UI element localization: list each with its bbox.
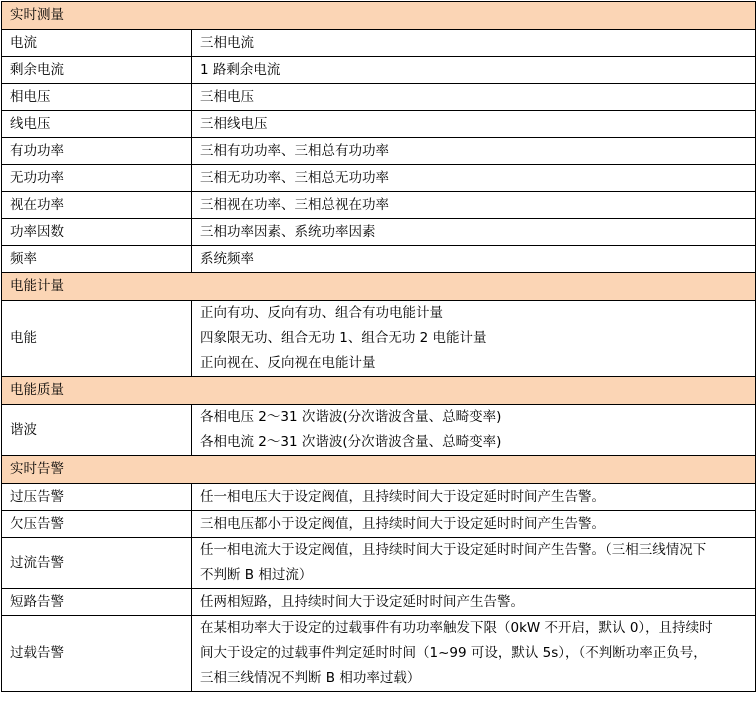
section-header-row	[2, 456, 756, 484]
parameter-description-cell	[192, 111, 756, 138]
section-header-row	[2, 377, 756, 405]
table-row	[2, 138, 756, 165]
section-header-row	[2, 2, 756, 30]
parameter-description-cell	[192, 57, 756, 84]
table-row	[2, 111, 756, 138]
parameter-name-cell: 过流告警	[2, 538, 192, 589]
description-line: 三相视在功率、三相总视在功率	[200, 196, 389, 213]
parameter-description-cell	[192, 165, 756, 192]
description-line: 任一相电压大于设定阀值，且持续时间大于设定延时时间产生告警。	[200, 488, 605, 505]
parameter-name-cell: 视在功率	[2, 192, 192, 219]
parameter-name-cell: 电能	[2, 301, 192, 377]
parameter-description-cell	[192, 138, 756, 165]
table-row	[2, 405, 756, 456]
parameter-name-cell: 过压告警	[2, 484, 192, 511]
spec-table	[1, 1, 756, 692]
parameter-name-cell: 相电压	[2, 84, 192, 111]
table-row	[2, 246, 756, 273]
parameter-description-cell	[192, 219, 756, 246]
section-title: 实时告警	[2, 456, 756, 484]
description-line: 系统频率	[200, 250, 254, 267]
parameter-description-cell	[192, 30, 756, 57]
parameter-name-cell: 谐波	[2, 405, 192, 456]
description-line: 三相三线情况不判断 B 相功率过载）	[200, 670, 421, 686]
description-line: 三相无功功率、三相总无功功率	[200, 169, 389, 186]
parameter-description-cell	[192, 538, 756, 589]
description-line: 1 路剩余电流	[200, 61, 281, 78]
parameter-name-cell: 线电压	[2, 111, 192, 138]
description-line: 不判断 B 相过流）	[200, 567, 313, 583]
description-line: 正向视在、反向视在电能计量	[200, 355, 376, 371]
section-header-row	[2, 273, 756, 301]
description-line: 三相功率因素、系统功率因素	[200, 223, 376, 240]
description-line: 四象限无功、组合无功 1、组合无功 2 电能计量	[200, 330, 487, 346]
parameter-name-cell: 无功功率	[2, 165, 192, 192]
table-row	[2, 484, 756, 511]
parameter-description-cell	[192, 301, 756, 377]
parameter-description-cell	[192, 405, 756, 456]
table-row	[2, 616, 756, 692]
parameter-description-cell	[192, 192, 756, 219]
parameter-description-cell	[192, 589, 756, 616]
parameter-name-cell: 有功功率	[2, 138, 192, 165]
parameter-description-cell	[192, 484, 756, 511]
section-title: 电能质量	[2, 377, 756, 405]
parameter-description-cell	[192, 246, 756, 273]
description-line: 三相电压	[200, 88, 254, 105]
table-row	[2, 301, 756, 377]
description-line: 各相电流 2～31 次谐波(分次谐波含量、总畸变率)	[200, 434, 502, 450]
description-line: 三相有功功率、三相总有功功率	[200, 142, 389, 159]
parameter-description-cell	[192, 616, 756, 692]
table-row	[2, 589, 756, 616]
section-title: 实时测量	[2, 2, 756, 30]
parameter-name-cell: 欠压告警	[2, 511, 192, 538]
table-row	[2, 511, 756, 538]
section-title: 电能计量	[2, 273, 756, 301]
table-row	[2, 192, 756, 219]
parameter-name-cell: 剩余电流	[2, 57, 192, 84]
table-row	[2, 84, 756, 111]
description-line: 三相电压都小于设定阀值，且持续时间大于设定延时时间产生告警。	[200, 515, 605, 532]
spec-table-body	[2, 2, 756, 692]
description-line: 间大于设定的过载事件判定延时时间（1~99 可设，默认 5s），（不判断功率正负号，	[200, 645, 707, 661]
table-row	[2, 219, 756, 246]
description-line: 任一相电流大于设定阀值，且持续时间大于设定延时时间产生告警。（三相三线情况下	[200, 542, 707, 558]
parameter-name-cell: 频率	[2, 246, 192, 273]
description-line: 三相线电压	[200, 115, 268, 132]
parameter-description-cell	[192, 84, 756, 111]
parameter-name-cell: 功率因数	[2, 219, 192, 246]
description-line: 在某相功率大于设定的过载事件有功功率触发下限（0kW 不开启，默认 0），且持续时	[200, 620, 713, 636]
table-row	[2, 30, 756, 57]
parameter-description-cell	[192, 511, 756, 538]
table-row	[2, 165, 756, 192]
parameter-name-cell: 过载告警	[2, 616, 192, 692]
table-row	[2, 57, 756, 84]
parameter-name-cell: 短路告警	[2, 589, 192, 616]
parameter-name-cell: 电流	[2, 30, 192, 57]
table-row	[2, 538, 756, 589]
description-line: 各相电压 2～31 次谐波(分次谐波含量、总畸变率)	[200, 409, 502, 425]
description-line: 任两相短路，且持续时间大于设定延时时间产生告警。	[200, 593, 524, 610]
description-line: 三相电流	[200, 34, 254, 51]
description-line: 正向有功、反向有功、组合有功电能计量	[200, 305, 443, 321]
